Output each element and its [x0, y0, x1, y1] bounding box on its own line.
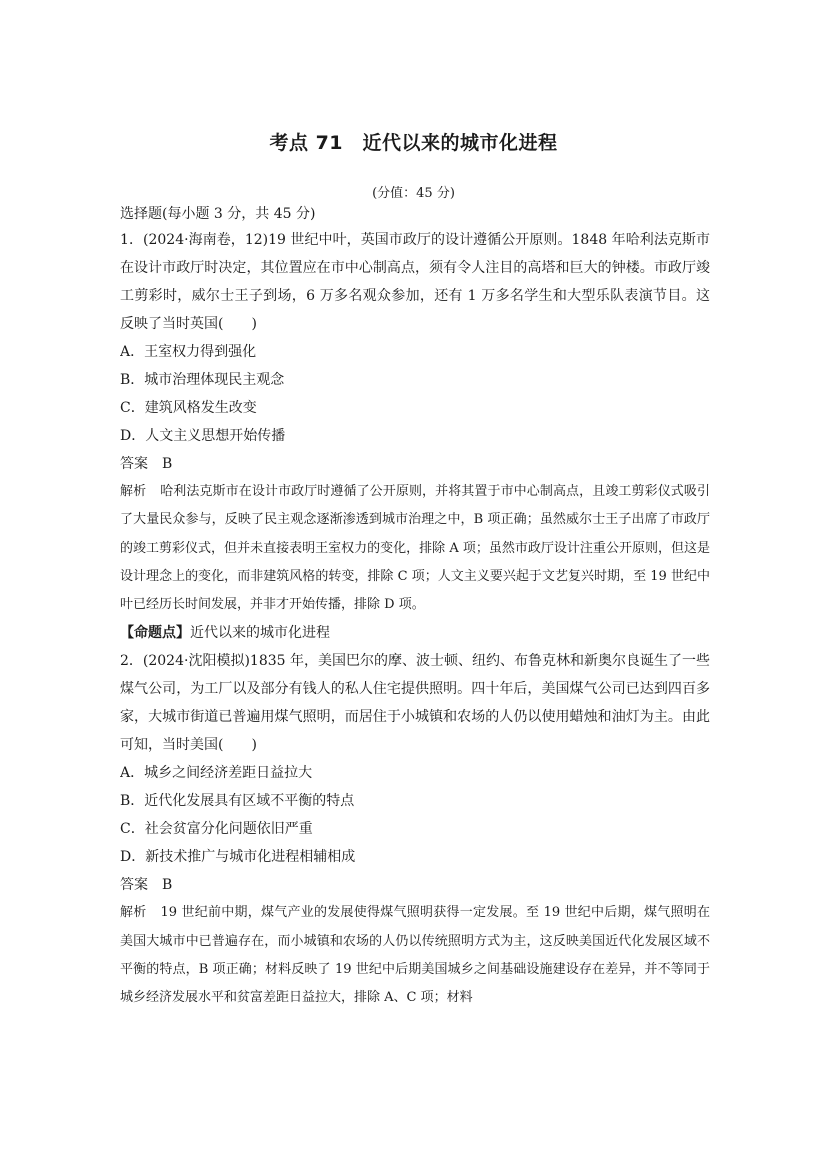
- section-heading: 选择题(每小题 3 分，共 45 分): [120, 206, 316, 222]
- analysis-label: 解析: [120, 905, 147, 921]
- point-line: [120, 619, 710, 647]
- answer-line: [120, 450, 710, 478]
- content-body: [120, 202, 710, 1013]
- answer-value: B: [162, 456, 173, 472]
- option-c: C．建筑风格发生改变: [120, 400, 257, 416]
- answer-label: 答案: [120, 456, 148, 472]
- score-note: (分值：45 分): [372, 186, 455, 201]
- option-b: B．近代化发展具有区域不平衡的特点: [120, 793, 355, 810]
- question-stem: 2．(2024·沈阳模拟)1835 年，美国巴尔的摩、波士顿、纽约、布鲁克林和新奥尔良诞生了一些煤气公司，为工厂以及部分有钱人的私人住宅提供照明。四十年后，美国煤气公司已达到四百多家，大城市街道已普遍用煤气照明，而居住于小城镇和农场的人仍以使用蜡烛和油灯为主。由此可知，当时美国( ): [120, 653, 710, 754]
- analysis-block: [120, 478, 710, 619]
- option-d: D．人文主义思想开始传播: [120, 428, 286, 444]
- analysis-text: 19 世纪前中期，煤气产业的发展使得煤气照明获得一定发展。至 19 世纪中后期，煤气照明在美国大城市中已普遍存在，而小城镇和农场的人仍以传统照明方式为主，这反映美国近代化发展区域不平衡的特点，B 项正确；材料反映了 19 世纪中后期美国城乡之间基础设施建设存在差异，并不等同于城乡经济发展水平和贫富差距日益拉大，排除 A、C 项；材料: [120, 905, 710, 1006]
- point-text: 近代以来的城市化进程: [190, 625, 330, 642]
- answer-line: [120, 871, 710, 899]
- question-2: [120, 647, 710, 1012]
- option-d: D．新技术推广与城市化进程相辅相成: [120, 849, 356, 866]
- question-stem: 1．(2024·海南卷，12)19 世纪中叶，英国市政厅的设计遵循公开原则。1848 年哈利法克斯市在设计市政厅时决定，其位置应在市中心制高点，须有令人注目的高塔和巨大的钟楼。市政厅竣工剪彩时，威尔士王子到场，6 万多名观众参加，还有 1 万多名学生和大型乐队表演节目。这反映了当时英国( ): [120, 232, 710, 332]
- answer-label: 答案: [120, 877, 148, 894]
- option-c: C．社会贫富分化问题依旧严重: [120, 821, 313, 838]
- option-a: A．王室权力得到强化: [120, 344, 257, 360]
- answer-value: B: [162, 877, 173, 894]
- analysis-block: [120, 899, 710, 1012]
- point-tag: 【命题点】: [120, 625, 190, 642]
- page-title: 考点 71 近代以来的城市化进程: [269, 132, 558, 154]
- option-a: A．城乡之间经济差距日益拉大: [120, 765, 313, 782]
- analysis-text: 哈利法克斯市在设计市政厅时遵循了公开原则，并将其置于市中心制高点，且竣工剪彩仪式吸引了大量民众参与，反映了民主观念逐渐渗透到城市治理之中，B 项正确；虽然威尔士王子出席了市政厅的竣工剪彩仪式，但并未直接表明王室权力的变化，排除 A 项；虽然市政厅设计注重公开原则，但这是设计理念上的变化，而非建筑风格的转变，排除 C 项；人文主义要兴起于文艺复兴时期，至 19 世纪中叶已经历长时间发展，并非才开始传播，排除 D 项。: [120, 484, 710, 613]
- option-b: B．城市治理体现民主观念: [120, 372, 285, 388]
- question-1: [120, 226, 710, 647]
- analysis-label: 解析: [120, 484, 147, 499]
